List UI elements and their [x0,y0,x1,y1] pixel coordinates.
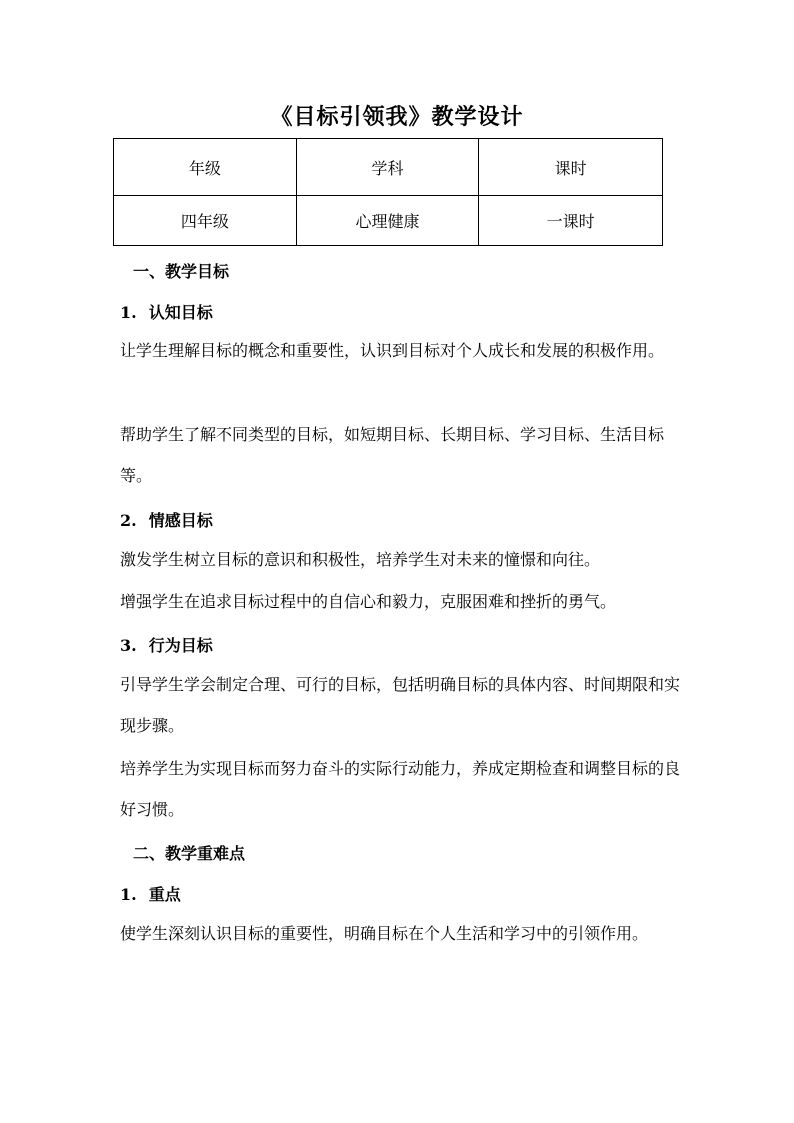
subheading-key-point [120,882,680,905]
section-heading-teaching-goals: 一、教学目标 [133,262,230,281]
paragraph-behavioral-1: 引导学生学会制定合理、可行的目标，包括明确目标的具体内容、时间期限和实现步骤。 [120,675,681,735]
page-title: 《目标引领我》教学设计 [270,104,524,130]
subheading-behavioral-goals [120,633,680,656]
table-header-row [114,139,663,196]
subheading-emotional-goals [120,508,680,531]
subheading-title: 重点 [148,885,181,904]
table-cell-grade-header: 年级 [114,139,297,196]
subheading-title: 情感目标 [148,511,213,530]
section-heading-key-points: 二、教学重难点 [133,844,246,863]
table-cell-subject-value: 心理健康 [296,196,479,246]
subheading-cognitive-goals [120,300,680,323]
table-cell-period-header: 课时 [479,139,663,196]
subheading-number: 1. [120,303,137,322]
subheading-title: 认知目标 [148,303,213,322]
subheading-number: 3. [120,636,137,655]
subheading-title: 行为目标 [148,636,213,655]
table-cell-subject-header: 学科 [296,139,479,196]
paragraph-behavioral-2: 培养学生为实现目标而努力奋斗的实际行动能力，养成定期检查和调整目标的良好习惯。 [120,759,681,819]
paragraph-emotional-1: 激发学生树立目标的意识和积极性，培养学生对未来的憧憬和向往。 [120,550,601,569]
course-info-table [113,138,663,246]
subheading-number: 2. [120,511,137,530]
table-value-row [114,196,663,246]
table-cell-period-value: 一课时 [479,196,663,246]
paragraph-key-point-1: 使学生深刻认识目标的重要性，明确目标在个人生活和学习中的引领作用。 [120,924,649,943]
paragraph-cognitive-1: 让学生理解目标的概念和重要性，认识到目标对个人成长和发展的积极作用。 [120,341,665,360]
paragraph-emotional-2: 增强学生在追求目标过程中的自信心和毅力，克服困难和挫折的勇气。 [120,592,617,611]
subheading-number: 1. [120,885,137,904]
paragraph-cognitive-2: 帮助学生了解不同类型的目标，如短期目标、长期目标、学习目标、生活目标等。 [120,425,665,485]
table-cell-grade-value: 四年级 [114,196,297,246]
